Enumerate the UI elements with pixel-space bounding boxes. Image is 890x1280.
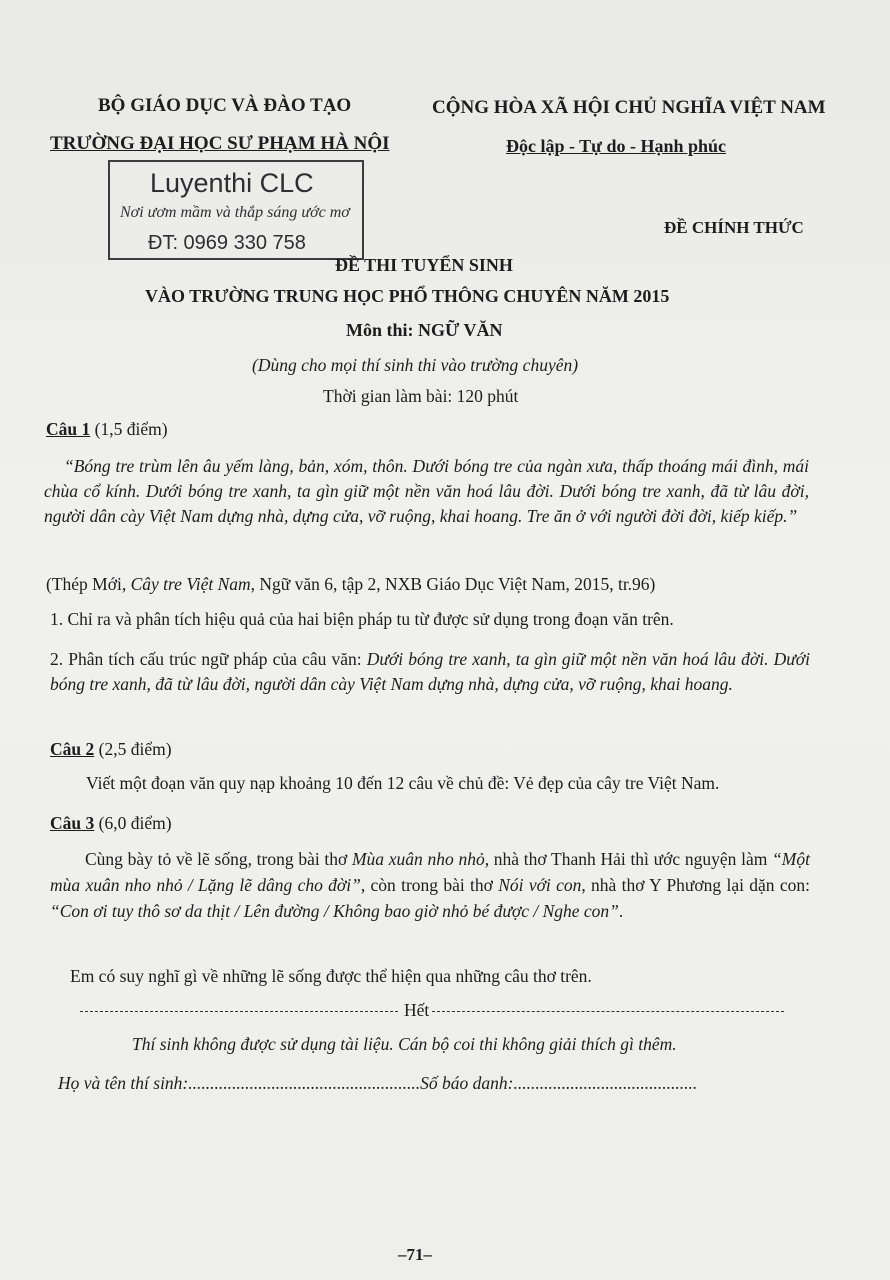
page-number: –71– [398, 1245, 432, 1264]
candidate-info [58, 1073, 697, 1094]
publisher-stamp [108, 160, 364, 260]
exam-time: Thời gian làm bài: 120 phút [323, 386, 519, 406]
exam-title: ĐỀ THI TUYỂN SINH [335, 255, 513, 275]
candidate-id-label: Số báo danh: [420, 1073, 514, 1093]
question-2-points: (2,5 điểm) [98, 739, 172, 759]
official-label: ĐỀ CHÍNH THỨC [664, 218, 804, 237]
stamp-phone: ĐT: 0969 330 758 [148, 232, 306, 254]
question-3-points: (6,0 điểm) [98, 813, 172, 833]
exam-subject: Môn thi: NGỮ VĂN [346, 320, 503, 340]
exam-subtitle: VÀO TRƯỜNG TRUNG HỌC PHỔ THÔNG CHUYÊN NĂM 2015 [145, 286, 670, 306]
question-1-item-2: 2. Phân tích cấu trúc ngữ pháp của câu văn: Dưới bóng tre xanh, ta gìn giữ một nền văn hoá lâu đời. Dưới bóng tre xanh, đã từ lâu đời, người dân cày Việt Nam dựng nhà, dựng cửa, vỡ ruộng, khai hoang. [50, 649, 810, 694]
question-1-quote: “Bóng tre trùm lên âu yếm làng, bản, xóm, thôn. Dưới bóng tre của ngàn xưa, thấp thoáng mái đình, mái chùa cổ kính. Dưới bóng tre xanh, ta gìn giữ một nền văn hoá lâu đời. Dưới bóng tre xanh, đã từ lâu đời, người dân cày Việt Nam dựng nhà, dựng cửa, vỡ ruộng, khai hoang. Tre ăn ở với người đời đời, kiếp kiếp.” [44, 456, 809, 526]
end-divider-left [80, 1011, 398, 1012]
stamp-slogan: Nơi ươm mầm và thắp sáng ước mơ [120, 204, 350, 221]
question-2-heading [50, 739, 172, 760]
stamp-brand: Luyenthi CLC [150, 168, 314, 198]
national-motto: Độc lập - Tự do - Hạnh phúc [506, 136, 727, 156]
question-1-heading [46, 419, 168, 440]
item-2-quote: Dưới bóng tre xanh, ta gìn giữ một nền văn hoá lâu đời. Dưới bóng tre xanh, đã từ lâu đời, người dân cày Việt Nam dựng nhà, dựng cửa, vỡ ruộng, khai hoang. [50, 649, 810, 694]
ministry-name: BỘ GIÁO DỤC VÀ ĐÀO TẠO [98, 95, 352, 116]
question-3-task: Em có suy nghĩ gì về những lẽ sống được thể hiện qua những câu thơ trên. [70, 966, 592, 986]
question-1-source: (Thép Mới, Cây tre Việt Nam, Ngữ văn 6, tập 2, NXB Giáo Dục Việt Nam, 2015, tr.96) [46, 574, 656, 594]
question-3-heading [50, 813, 172, 834]
question-3-label: Câu 3 [50, 813, 95, 833]
question-1-points: (1,5 điểm) [94, 419, 168, 439]
question-2-label: Câu 2 [50, 739, 95, 759]
question-1-item-1: 1. Chỉ ra và phân tích hiệu quả của hai biện pháp tu từ được sử dụng trong đoạn văn trên. [50, 609, 674, 629]
question-1-label: Câu 1 [46, 419, 91, 439]
end-divider-right [432, 1011, 784, 1012]
exam-scope: (Dùng cho mọi thí sinh thi vào trường chuyên) [252, 355, 579, 375]
question-3-prompt: Cùng bày tỏ về lẽ sống, trong bài thơ Mùa xuân nho nhỏ, nhà thơ Thanh Hải thì ước nguyện làm “Một mùa xuân nho nhỏ / Lặng lẽ dâng cho đời”, còn trong bài thơ Nói với con, nhà thơ Y Phương lại dặn con: “Con ơi tuy thô sơ da thịt / Lên đường / Không bao giờ nhỏ bé được / Nghe con”. [50, 849, 810, 921]
candidate-id-blank: .......................................... [513, 1073, 698, 1093]
end-marker: Hết [404, 1000, 430, 1020]
exam-instruction: Thí sinh không được sử dụng tài liệu. Cán bộ coi thi không giải thích gì thêm. [132, 1034, 677, 1054]
source-title: Cây tre Việt Nam [130, 574, 251, 594]
candidate-name-blank: ..................................................... [188, 1073, 421, 1093]
candidate-name-label: Họ và tên thí sinh: [58, 1073, 189, 1093]
university-name: TRƯỜNG ĐẠI HỌC SƯ PHẠM HÀ NỘI [50, 133, 390, 154]
republic-name: CỘNG HÒA XÃ HỘI CHỦ NGHĨA VIỆT NAM [432, 97, 826, 118]
question-2-text: Viết một đoạn văn quy nạp khoảng 10 đến 12 câu về chủ đề: Vẻ đẹp của cây tre Việt Nam. [86, 773, 720, 793]
